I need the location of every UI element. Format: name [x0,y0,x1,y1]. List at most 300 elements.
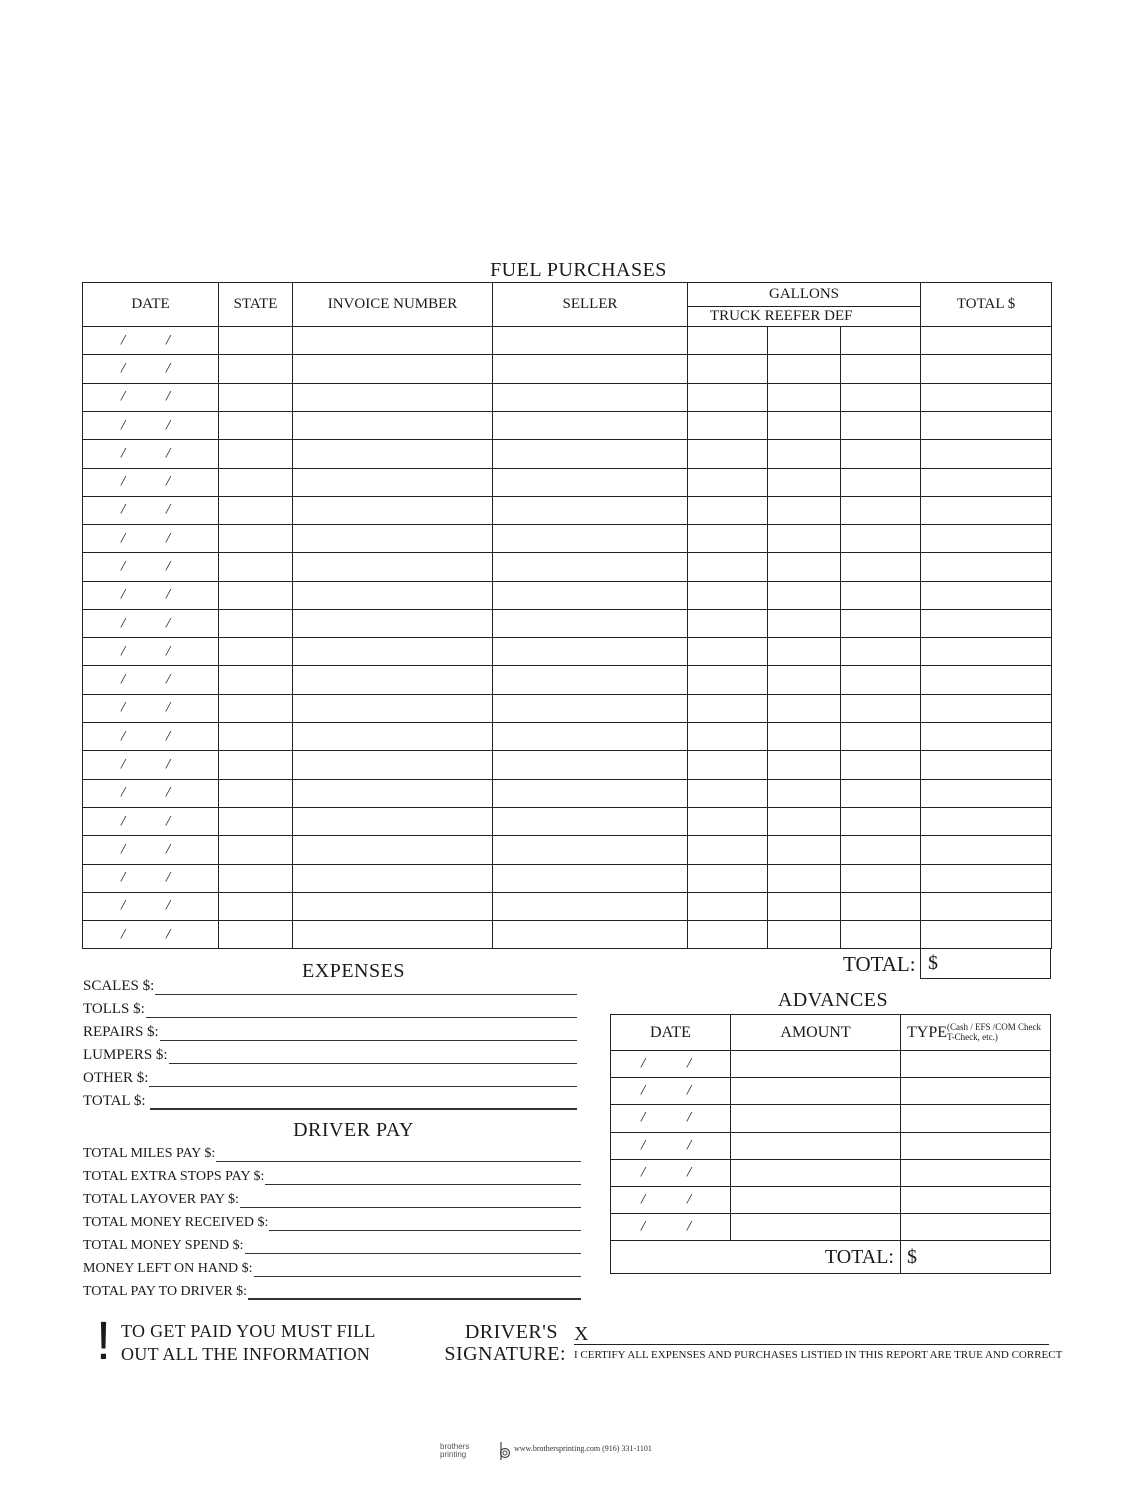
driver-pay-label: MONEY LEFT ON HAND $: [83,1261,253,1276]
fuel-cell-gallons-truck[interactable] [688,581,768,609]
fuel-cell-invoice[interactable] [293,609,493,637]
adv-header-amount: AMOUNT [731,1015,901,1051]
fuel-cell-seller[interactable] [493,723,688,751]
advance-cell-amount[interactable] [731,1105,901,1132]
fuel-cell-gallons-reefer[interactable] [768,694,841,722]
driver-pay-input-line[interactable] [254,1265,581,1277]
fuel-cell-gallons-reefer[interactable] [768,921,841,949]
fuel-cell-date[interactable] [83,525,219,553]
fuel-row [83,892,1052,920]
fuel-cell-gallons-def[interactable] [841,864,921,892]
fuel-cell-date[interactable] [83,638,219,666]
date-slash: / [641,1218,646,1235]
fuel-cell-gallons-truck[interactable] [688,892,768,920]
fuel-cell-gallons-def[interactable] [841,808,921,836]
fuel-cell-gallons-reefer[interactable] [768,496,841,524]
advance-cell-date[interactable] [611,1051,731,1078]
expense-line[interactable] [83,1001,577,1018]
adv-total-label: TOTAL: [611,1241,901,1274]
expense-line[interactable] [83,978,577,995]
fuel-cell-state[interactable] [219,864,293,892]
fuel-cell-gallons-truck[interactable] [688,666,768,694]
advance-cell-amount[interactable] [731,1051,901,1078]
fuel-cell-date[interactable] [83,864,219,892]
fuel-cell-gallons-truck[interactable] [688,694,768,722]
expense-input-line[interactable] [149,1075,577,1087]
fuel-cell-state[interactable] [219,355,293,383]
date-slash: / [166,784,171,801]
fuel-cell-total[interactable] [921,411,1052,439]
advance-cell-date[interactable] [611,1186,731,1213]
date-slash: / [121,360,126,377]
fuel-cell-invoice[interactable] [293,468,493,496]
date-slash: / [166,586,171,603]
fuel-cell-state[interactable] [219,723,293,751]
fuel-cell-gallons-def[interactable] [841,723,921,751]
adv-total-field[interactable] [901,1241,1051,1274]
fuel-cell-gallons-def[interactable] [841,609,921,637]
fuel-row [83,525,1052,553]
fuel-cell-total[interactable] [921,779,1052,807]
fuel-cell-invoice[interactable] [293,921,493,949]
fuel-cell-seller[interactable] [493,808,688,836]
fuel-cell-gallons-truck[interactable] [688,525,768,553]
fuel-cell-gallons-truck[interactable] [688,468,768,496]
fuel-cell-total[interactable] [921,751,1052,779]
fuel-cell-date[interactable] [83,921,219,949]
fuel-cell-gallons-reefer[interactable] [768,836,841,864]
fuel-cell-date[interactable] [83,836,219,864]
driver-pay-line[interactable] [83,1146,581,1162]
driver-pay-line[interactable] [83,1238,581,1254]
fuel-cell-gallons-reefer[interactable] [768,864,841,892]
fuel-cell-total[interactable] [921,638,1052,666]
advance-cell-amount[interactable] [731,1132,901,1159]
col-header-date: DATE [83,283,219,327]
date-slash: / [166,841,171,858]
fuel-cell-total[interactable] [921,327,1052,355]
signature-field[interactable] [574,1344,1049,1345]
fuel-row [83,864,1052,892]
advance-cell-date[interactable] [611,1132,731,1159]
fuel-cell-invoice[interactable] [293,892,493,920]
date-slash: / [641,1137,646,1154]
col-header-gallons-sub: TRUCK REEFER DEF [688,307,921,327]
fuel-cell-gallons-def[interactable] [841,383,921,411]
date-slash: / [121,671,126,688]
fuel-cell-invoice[interactable] [293,355,493,383]
fuel-cell-date[interactable] [83,723,219,751]
fuel-cell-seller[interactable] [493,468,688,496]
advance-row [611,1186,1051,1213]
fuel-cell-gallons-truck[interactable] [688,864,768,892]
fuel-cell-seller[interactable] [493,751,688,779]
fuel-cell-gallons-def[interactable] [841,581,921,609]
fuel-cell-seller[interactable] [493,355,688,383]
fuel-cell-state[interactable] [219,468,293,496]
advance-cell-date[interactable] [611,1159,731,1186]
expense-input-line[interactable] [150,1098,577,1110]
fuel-cell-state[interactable] [219,383,293,411]
fuel-cell-total[interactable] [921,609,1052,637]
fuel-cell-state[interactable] [219,581,293,609]
fuel-cell-gallons-reefer[interactable] [768,411,841,439]
fuel-row [83,383,1052,411]
fuel-cell-state[interactable] [219,553,293,581]
fuel-cell-gallons-reefer[interactable] [768,808,841,836]
fuel-cell-date[interactable] [83,751,219,779]
fuel-cell-seller[interactable] [493,496,688,524]
driver-pay-line[interactable] [83,1284,581,1300]
fuel-cell-total[interactable] [921,864,1052,892]
date-slash: / [641,1082,646,1099]
driver-pay-input-line[interactable] [245,1242,581,1254]
expenses-title: EXPENSES [302,960,405,982]
fuel-cell-state[interactable] [219,496,293,524]
driver-pay-line[interactable] [83,1192,581,1208]
advances-table [610,1014,1051,1274]
date-slash: / [166,671,171,688]
fuel-cell-total[interactable] [921,355,1052,383]
fuel-cell-seller[interactable] [493,525,688,553]
fuel-cell-seller[interactable] [493,864,688,892]
driver-pay-line[interactable] [83,1261,581,1277]
col-header-invoice: INVOICE NUMBER [293,283,493,327]
date-slash: / [687,1191,692,1208]
fuel-cell-state[interactable] [219,609,293,637]
fuel-cell-gallons-def[interactable] [841,327,921,355]
fuel-cell-seller[interactable] [493,666,688,694]
date-slash: / [121,332,126,349]
fuel-cell-state[interactable] [219,638,293,666]
fuel-cell-gallons-def[interactable] [841,553,921,581]
fuel-cell-state[interactable] [219,779,293,807]
fuel-cell-total[interactable] [921,723,1052,751]
fuel-cell-invoice[interactable] [293,496,493,524]
fuel-cell-total[interactable] [921,581,1052,609]
date-slash: / [121,417,126,434]
fuel-cell-gallons-reefer[interactable] [768,751,841,779]
fuel-total-label: TOTAL: [843,952,916,976]
driver-pay-input-line[interactable] [248,1288,581,1300]
fuel-cell-total[interactable] [921,892,1052,920]
fuel-cell-state[interactable] [219,327,293,355]
fuel-rows [83,327,1052,949]
fuel-cell-gallons-reefer[interactable] [768,525,841,553]
fuel-cell-total[interactable] [921,383,1052,411]
driver-pay-label: TOTAL MILES PAY $: [83,1146,216,1161]
fuel-cell-seller[interactable] [493,440,688,468]
fuel-cell-state[interactable] [219,666,293,694]
date-slash: / [687,1082,692,1099]
advance-cell-amount[interactable] [731,1214,901,1241]
fuel-cell-gallons-def[interactable] [841,921,921,949]
expense-line[interactable] [83,1070,577,1087]
fuel-cell-seller[interactable] [493,694,688,722]
driver-pay-line[interactable] [83,1215,581,1231]
advance-cell-date[interactable] [611,1078,731,1105]
fuel-cell-date[interactable] [83,694,219,722]
fuel-cell-date[interactable] [83,496,219,524]
fuel-cell-state[interactable] [219,751,293,779]
fuel-cell-date[interactable] [83,355,219,383]
date-slash: / [166,869,171,886]
advance-cell-type[interactable] [901,1105,1051,1132]
fuel-cell-invoice[interactable] [293,440,493,468]
fuel-cell-gallons-reefer[interactable] [768,609,841,637]
expense-input-line[interactable] [160,1029,577,1041]
date-slash: / [121,813,126,830]
driver-pay-input-line[interactable] [240,1196,581,1208]
fuel-cell-invoice[interactable] [293,694,493,722]
fuel-cell-invoice[interactable] [293,525,493,553]
fuel-cell-seller[interactable] [493,581,688,609]
fuel-cell-seller[interactable] [493,383,688,411]
date-slash: / [166,388,171,405]
date-slash: / [166,332,171,349]
fuel-cell-date[interactable] [83,779,219,807]
fuel-cell-gallons-truck[interactable] [688,779,768,807]
fuel-cell-total[interactable] [921,808,1052,836]
fuel-cell-seller[interactable] [493,892,688,920]
fuel-cell-date[interactable] [83,553,219,581]
fuel-cell-invoice[interactable] [293,666,493,694]
fuel-cell-invoice[interactable] [293,638,493,666]
date-slash: / [166,501,171,518]
fuel-cell-state[interactable] [219,921,293,949]
fuel-cell-total[interactable] [921,440,1052,468]
advance-cell-type[interactable] [901,1186,1051,1213]
advance-cell-type[interactable] [901,1051,1051,1078]
fuel-cell-gallons-truck[interactable] [688,723,768,751]
fuel-cell-seller[interactable] [493,921,688,949]
expense-label: LUMPERS $: [83,1047,168,1063]
fuel-cell-invoice[interactable] [293,864,493,892]
expense-line[interactable] [83,1093,577,1110]
advance-cell-amount[interactable] [731,1186,901,1213]
fuel-row [83,921,1052,949]
date-slash: / [641,1164,646,1181]
fuel-cell-total[interactable] [921,553,1052,581]
fuel-cell-total[interactable] [921,836,1052,864]
date-slash: / [121,897,126,914]
date-slash: / [166,728,171,745]
driver-pay-label: TOTAL PAY TO DRIVER $: [83,1284,248,1299]
fuel-cell-gallons-truck[interactable] [688,638,768,666]
expense-input-line[interactable] [146,1006,577,1018]
fuel-cell-state[interactable] [219,411,293,439]
date-slash: / [166,473,171,490]
fuel-cell-seller[interactable] [493,553,688,581]
fuel-cell-seller[interactable] [493,836,688,864]
fuel-cell-invoice[interactable] [293,411,493,439]
date-slash: / [121,445,126,462]
advance-cell-type[interactable] [901,1078,1051,1105]
fuel-cell-state[interactable] [219,892,293,920]
brothers-printing-logo [440,1441,512,1461]
fuel-cell-seller[interactable] [493,609,688,637]
advance-cell-type[interactable] [901,1159,1051,1186]
fuel-cell-invoice[interactable] [293,581,493,609]
fuel-cell-gallons-truck[interactable] [688,808,768,836]
fuel-cell-date[interactable] [83,440,219,468]
fuel-cell-total[interactable] [921,496,1052,524]
warning-icon: ! [96,1311,112,1371]
fuel-cell-state[interactable] [219,694,293,722]
fuel-cell-gallons-truck[interactable] [688,836,768,864]
expense-line[interactable] [83,1047,577,1064]
date-slash: / [166,926,171,943]
fuel-row [83,751,1052,779]
fuel-cell-date[interactable] [83,666,219,694]
fuel-row [83,808,1052,836]
adv-header-type-label: TYPE [907,1023,947,1041]
signature-label-line-1: DRIVER'S [464,1321,558,1343]
fuel-cell-gallons-def[interactable] [841,694,921,722]
fuel-cell-date[interactable] [83,581,219,609]
fuel-cell-gallons-def[interactable] [841,355,921,383]
fuel-cell-invoice[interactable] [293,327,493,355]
signature-label [430,1321,566,1365]
driver-pay-input-line[interactable] [265,1173,581,1185]
date-slash: / [687,1164,692,1181]
date-slash: / [121,784,126,801]
fuel-row [83,327,1052,355]
fuel-row [83,666,1052,694]
date-slash: / [166,813,171,830]
fuel-cell-gallons-truck[interactable] [688,440,768,468]
driver-pay-label: TOTAL MONEY RECEIVED $: [83,1215,269,1230]
fuel-cell-gallons-reefer[interactable] [768,581,841,609]
fuel-cell-gallons-truck[interactable] [688,411,768,439]
fuel-cell-gallons-reefer[interactable] [768,723,841,751]
fuel-cell-gallons-def[interactable] [841,440,921,468]
fuel-cell-gallons-def[interactable] [841,525,921,553]
expense-label: OTHER $: [83,1070,149,1086]
advance-cell-amount[interactable] [731,1078,901,1105]
fuel-cell-gallons-reefer[interactable] [768,355,841,383]
expense-input-line[interactable] [169,1052,577,1064]
date-slash: / [166,643,171,660]
date-slash: / [166,530,171,547]
advance-row [611,1132,1051,1159]
fuel-cell-seller[interactable] [493,779,688,807]
fuel-cell-gallons-truck[interactable] [688,383,768,411]
driver-pay-input-line[interactable] [216,1150,581,1162]
date-slash: / [121,643,126,660]
fuel-cell-gallons-reefer[interactable] [768,666,841,694]
fuel-cell-total[interactable] [921,694,1052,722]
fuel-cell-gallons-truck[interactable] [688,355,768,383]
fuel-cell-gallons-def[interactable] [841,751,921,779]
fuel-cell-state[interactable] [219,440,293,468]
fuel-cell-gallons-def[interactable] [841,836,921,864]
fuel-cell-total[interactable] [921,921,1052,949]
fuel-cell-date[interactable] [83,411,219,439]
fuel-cell-invoice[interactable] [293,383,493,411]
advance-cell-amount[interactable] [731,1159,901,1186]
expense-line[interactable] [83,1024,577,1041]
advances-title: ADVANCES [777,989,889,1011]
driver-pay-label: TOTAL LAYOVER PAY $: [83,1192,239,1207]
fuel-cell-gallons-def[interactable] [841,779,921,807]
advance-cell-date[interactable] [611,1105,731,1132]
fuel-cell-gallons-truck[interactable] [688,609,768,637]
expense-label: REPAIRS $: [83,1024,159,1040]
fuel-cell-gallons-reefer[interactable] [768,892,841,920]
fuel-purchases-title: FUEL PURCHASES [490,259,667,281]
date-slash: / [121,926,126,943]
fuel-cell-gallons-truck[interactable] [688,327,768,355]
fuel-cell-gallons-reefer[interactable] [768,383,841,411]
fuel-cell-seller[interactable] [493,327,688,355]
fuel-cell-date[interactable] [83,609,219,637]
fuel-cell-total[interactable] [921,525,1052,553]
fuel-cell-state[interactable] [219,525,293,553]
fuel-cell-gallons-reefer[interactable] [768,638,841,666]
fuel-cell-date[interactable] [83,468,219,496]
fuel-cell-invoice[interactable] [293,751,493,779]
driver-pay-input-line[interactable] [269,1219,581,1231]
fuel-row [83,553,1052,581]
date-slash: / [121,728,126,745]
fuel-cell-gallons-truck[interactable] [688,496,768,524]
fuel-cell-gallons-def[interactable] [841,411,921,439]
fuel-cell-invoice[interactable] [293,836,493,864]
fuel-cell-seller[interactable] [493,411,688,439]
advance-cell-type[interactable] [901,1132,1051,1159]
date-slash: / [121,586,126,603]
fuel-cell-gallons-truck[interactable] [688,921,768,949]
fuel-cell-state[interactable] [219,836,293,864]
fuel-cell-gallons-reefer[interactable] [768,468,841,496]
fuel-cell-state[interactable] [219,808,293,836]
fuel-cell-date[interactable] [83,383,219,411]
fuel-cell-gallons-def[interactable] [841,666,921,694]
fuel-cell-date[interactable] [83,327,219,355]
advances-rows [611,1051,1051,1241]
advance-cell-type[interactable] [901,1214,1051,1241]
fuel-cell-seller[interactable] [493,638,688,666]
fuel-cell-gallons-reefer[interactable] [768,553,841,581]
fuel-cell-invoice[interactable] [293,779,493,807]
fuel-cell-gallons-truck[interactable] [688,553,768,581]
fuel-cell-gallons-def[interactable] [841,496,921,524]
fuel-cell-date[interactable] [83,892,219,920]
fuel-cell-gallons-def[interactable] [841,638,921,666]
driver-pay-line[interactable] [83,1169,581,1185]
fuel-cell-gallons-def[interactable] [841,468,921,496]
fuel-cell-total[interactable] [921,666,1052,694]
fuel-cell-date[interactable] [83,808,219,836]
fuel-cell-invoice[interactable] [293,808,493,836]
fuel-cell-invoice[interactable] [293,553,493,581]
warning-text [121,1320,376,1366]
date-slash: / [121,558,126,575]
fuel-cell-gallons-reefer[interactable] [768,327,841,355]
fuel-cell-total[interactable] [921,468,1052,496]
fuel-cell-gallons-truck[interactable] [688,751,768,779]
fuel-cell-gallons-reefer[interactable] [768,779,841,807]
fuel-total-field[interactable] [920,948,1051,979]
advance-cell-date[interactable] [611,1214,731,1241]
fuel-cell-gallons-reefer[interactable] [768,440,841,468]
date-slash: / [121,473,126,490]
fuel-cell-gallons-def[interactable] [841,892,921,920]
fuel-row [83,836,1052,864]
expense-input-line[interactable] [155,983,577,995]
fuel-cell-invoice[interactable] [293,723,493,751]
